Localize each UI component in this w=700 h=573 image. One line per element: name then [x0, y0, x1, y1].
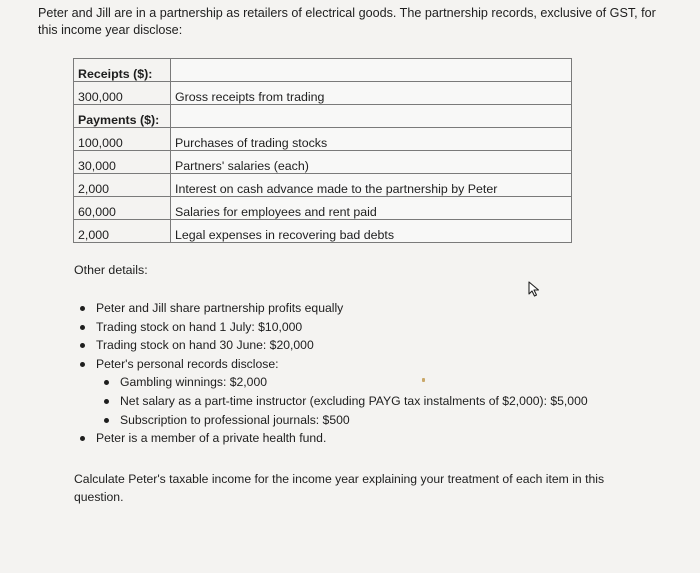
- table-row: [74, 105, 572, 128]
- amount-cell: 60,000: [74, 197, 171, 220]
- amount-cell: 300,000: [74, 82, 171, 105]
- table-row: [74, 128, 572, 151]
- list-item-text: Peter's personal records disclose:: [96, 356, 279, 371]
- list-item-text: Net salary as a part-time instructor (excluding PAYG tax instalments of $2,000): $5,000: [120, 393, 588, 408]
- bullet-icon: [80, 436, 85, 441]
- table-cell-empty: [171, 59, 572, 82]
- personal-records-list: [96, 373, 588, 429]
- amount-cell: 100,000: [74, 128, 171, 151]
- receipts-heading: Receipts ($):: [74, 59, 171, 82]
- list-item: [78, 336, 588, 355]
- payments-heading: Payments ($):: [74, 105, 171, 128]
- list-item: [96, 373, 588, 392]
- table-row: [74, 59, 572, 82]
- table-row: [74, 197, 572, 220]
- bullet-icon: [104, 418, 109, 423]
- list-item-text: Peter is a member of a private health fund.: [96, 431, 327, 446]
- list-item-text: Trading stock on hand 1 July: $10,000: [96, 319, 303, 334]
- list-item: [78, 355, 588, 429]
- intro-text: Peter and Jill are in a partnership as retailers of electrical goods. The partnership records, exclusive of GST, for this income year disclose:: [38, 6, 656, 37]
- list-item: [96, 392, 588, 411]
- list-item: [78, 318, 588, 337]
- records-table: [73, 58, 572, 243]
- list-item-text: Gambling winnings: $2,000: [120, 375, 268, 390]
- bullet-icon: [80, 306, 85, 311]
- description-cell: Purchases of trading stocks: [171, 128, 572, 151]
- list-item: [96, 411, 588, 430]
- amount-cell: 30,000: [74, 151, 171, 174]
- decorative-speck: [422, 378, 425, 382]
- mouse-pointer-icon: [527, 281, 541, 297]
- bullet-icon: [80, 325, 85, 330]
- table-row: [74, 220, 572, 243]
- details-list: [78, 299, 588, 448]
- bullet-icon: [80, 362, 85, 367]
- bullet-icon: [80, 343, 85, 348]
- bullet-icon: [104, 380, 109, 385]
- list-item: [78, 429, 588, 448]
- table-row: [74, 174, 572, 197]
- amount-cell: 2,000: [74, 174, 171, 197]
- description-cell: Gross receipts from trading: [171, 82, 572, 105]
- amount-cell: 2,000: [74, 220, 171, 243]
- table-row: [74, 151, 572, 174]
- list-item-text: Peter and Jill share partnership profits equally: [96, 301, 344, 315]
- list-item-text: Trading stock on hand 30 June: $20,000: [96, 338, 314, 353]
- other-details-heading: Other details:: [74, 263, 148, 277]
- question-text: Calculate Peter's taxable income for the income year explaining your treatment of each item in this question.: [74, 472, 605, 504]
- table-cell-empty: [171, 105, 572, 128]
- list-item-text: Subscription to professional journals: $500: [120, 412, 350, 427]
- description-cell: Legal expenses in recovering bad debts: [171, 220, 572, 243]
- description-cell: Salaries for employees and rent paid: [171, 197, 572, 220]
- table-row: [74, 82, 572, 105]
- list-item: [78, 299, 588, 318]
- description-cell: Interest on cash advance made to the partnership by Peter: [171, 174, 572, 197]
- description-cell: Partners' salaries (each): [171, 151, 572, 174]
- bullet-icon: [104, 399, 109, 404]
